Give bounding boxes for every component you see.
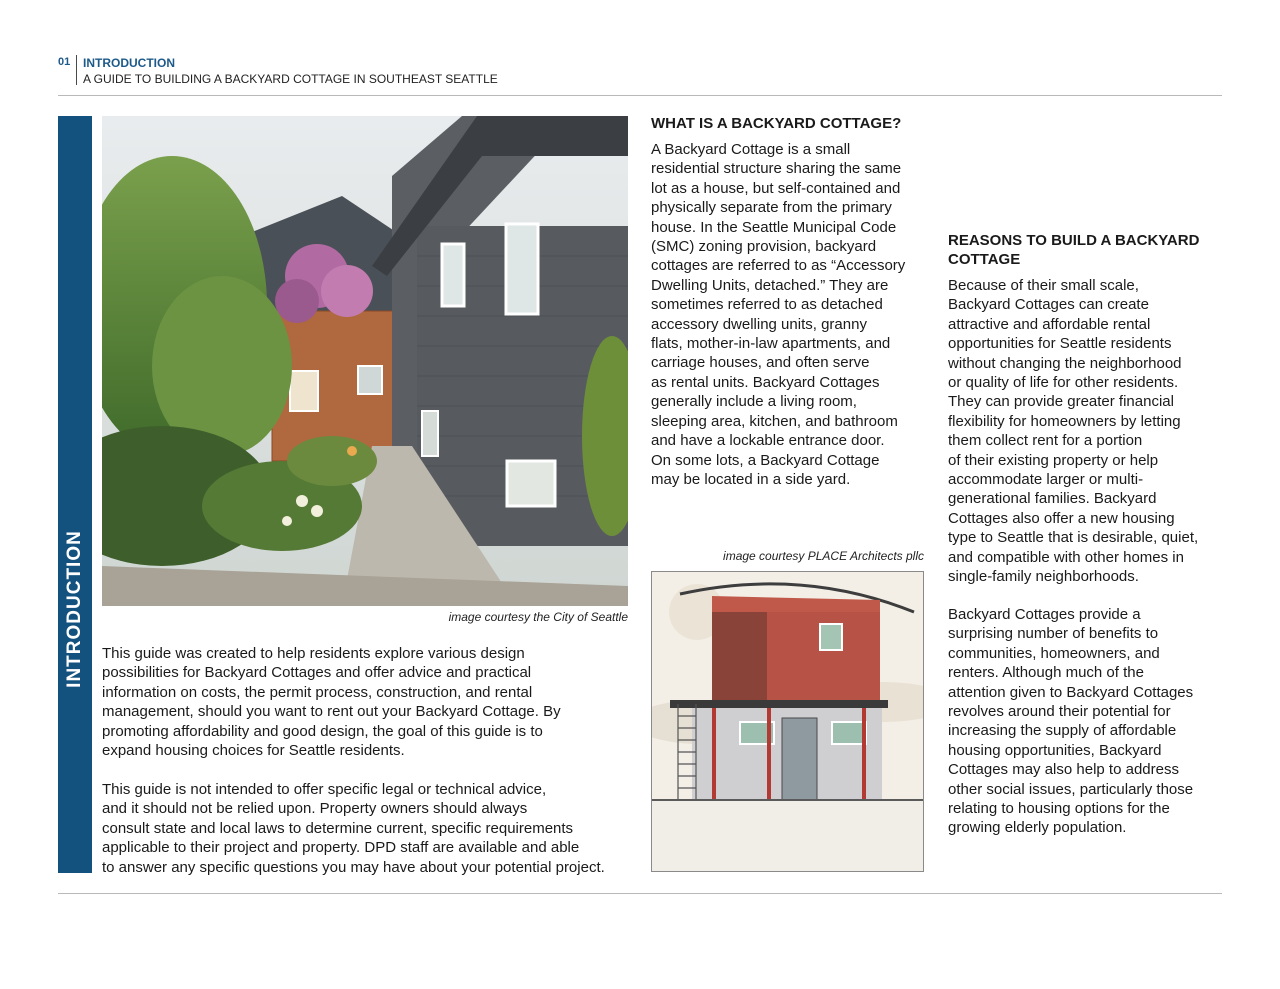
text-line: accommodate larger or multi- bbox=[948, 471, 1144, 489]
text-line: information on costs, the permit process, construction, and rental bbox=[102, 683, 533, 701]
text-line: without changing the neighborhood bbox=[948, 354, 1182, 372]
drawing-caption: image courtesy PLACE Architects pllc bbox=[723, 549, 924, 563]
text-line: house. In the Seattle Municipal Code bbox=[651, 218, 897, 236]
text-line: other social issues, particularly those bbox=[948, 780, 1194, 798]
text-line: A Backyard Cottage is a small bbox=[651, 141, 851, 158]
text-line: generational families. Backyard bbox=[948, 490, 1157, 508]
text-line: revolves around their potential for bbox=[948, 703, 1171, 721]
text-line: attractive and affordable rental bbox=[948, 315, 1151, 333]
section-title: INTRODUCTION bbox=[83, 56, 175, 70]
backyard-cottage-photo bbox=[102, 116, 628, 606]
text-line: carriage houses, and often serve bbox=[651, 354, 870, 372]
page-number: 01 bbox=[58, 56, 71, 68]
text-line: Cottages also offer a new housing bbox=[948, 509, 1175, 527]
text-line: (SMC) zoning provision, backyard bbox=[651, 238, 877, 256]
text-line: them collect rent for a portion bbox=[948, 432, 1143, 450]
text-line: Backyard Cottages provide a bbox=[948, 606, 1141, 623]
text-line: or quality of life for other residents. bbox=[948, 374, 1179, 392]
heading-line: REASONS TO BUILD A BACKYARD bbox=[948, 232, 1200, 249]
header-divider bbox=[76, 55, 77, 85]
text-line: renters. Although much of the bbox=[948, 664, 1144, 682]
text-line: housing opportunities, Backyard bbox=[948, 741, 1162, 759]
text-line: management, should you want to rent out your Backyard Cottage. By bbox=[102, 703, 561, 721]
text-line: sleeping area, kitchen, and bathroom bbox=[651, 412, 898, 430]
text-line: This guide was created to help residents explore various design bbox=[102, 645, 525, 662]
section-side-band bbox=[58, 116, 92, 873]
text-line: lot as a house, but self-contained and bbox=[651, 179, 901, 197]
text-line: cottages are referred to as “Accessory bbox=[651, 257, 906, 275]
cottage-illustration bbox=[651, 571, 924, 872]
text-line: residential structure sharing the same bbox=[651, 160, 902, 178]
text-line: attention given to Backyard Cottages bbox=[948, 683, 1194, 701]
text-line: of their existing property or help bbox=[948, 451, 1159, 469]
reasons-heading bbox=[948, 231, 1199, 269]
text-line: to answer any specific questions you may have about your potential project. bbox=[102, 858, 605, 876]
text-line: increasing the supply of affordable bbox=[948, 722, 1177, 740]
reasons-paragraph-2 bbox=[948, 605, 1193, 838]
photo-caption: image courtesy the City of Seattle bbox=[448, 610, 628, 624]
text-line: applicable to their project and property. DPD staff are available and able bbox=[102, 839, 580, 857]
text-line: single-family neighborhoods. bbox=[948, 568, 1139, 586]
text-line: communities, homeowners, and bbox=[948, 644, 1160, 662]
text-line: accessory dwelling units, granny bbox=[651, 315, 867, 333]
text-line: relating to housing options for the bbox=[948, 800, 1170, 818]
intro-paragraph-2 bbox=[102, 780, 605, 877]
text-line: physically separate from the primary bbox=[651, 199, 892, 217]
document-subtitle: A GUIDE TO BUILDING A BACKYARD COTTAGE IN SOUTHEAST SEATTLE bbox=[83, 72, 498, 86]
text-line: flexibility for homeowners by letting bbox=[948, 412, 1181, 430]
text-line: and have a lockable entrance door. bbox=[651, 432, 885, 450]
text-line: as rental units. Backyard Cottages bbox=[651, 373, 880, 391]
text-line: Because of their small scale, bbox=[948, 277, 1139, 294]
text-line: surprising number of benefits to bbox=[948, 625, 1159, 643]
text-line: possibilities for Backyard Cottages and offer advice and practical bbox=[102, 664, 532, 682]
text-line: and it should not be relied upon. Property owners should always bbox=[102, 800, 528, 818]
text-line: consult state and local laws to determine current, specific requirements bbox=[102, 819, 574, 837]
text-line: Dwelling Units, detached.” They are bbox=[651, 276, 889, 294]
text-line: promoting affordability and good design, the goal of this guide is to bbox=[102, 722, 543, 740]
text-line: growing elderly population. bbox=[948, 819, 1127, 837]
text-line: Cottages may also help to address bbox=[948, 761, 1179, 779]
text-line: They can provide greater financial bbox=[948, 393, 1174, 411]
side-band-label: INTRODUCTION bbox=[64, 530, 85, 688]
text-line: generally include a living room, bbox=[651, 393, 857, 411]
text-line: flats, mother-in-law apartments, and bbox=[651, 335, 891, 353]
reasons-paragraph-1 bbox=[948, 276, 1198, 587]
text-line: may be located in a side yard. bbox=[651, 470, 851, 488]
text-line: sometimes referred to as detached bbox=[651, 296, 883, 314]
text-line: On some lots, a Backyard Cottage bbox=[651, 451, 880, 469]
what-is-paragraph bbox=[651, 140, 905, 489]
heading-line: COTTAGE bbox=[948, 251, 1021, 268]
text-line: and compatible with other homes in bbox=[948, 548, 1184, 566]
text-line: expand housing choices for Seattle residents. bbox=[102, 742, 405, 760]
text-line: This guide is not intended to offer specific legal or technical advice, bbox=[102, 781, 547, 798]
text-line: opportunities for Seattle residents bbox=[948, 335, 1172, 353]
top-rule bbox=[58, 95, 1222, 96]
intro-paragraph-1 bbox=[102, 644, 561, 760]
text-line: type to Seattle that is desirable, quiet, bbox=[948, 529, 1199, 547]
text-line: Backyard Cottages can create bbox=[948, 296, 1149, 314]
what-is-heading: WHAT IS A BACKYARD COTTAGE? bbox=[651, 115, 902, 132]
bottom-rule bbox=[58, 893, 1222, 894]
